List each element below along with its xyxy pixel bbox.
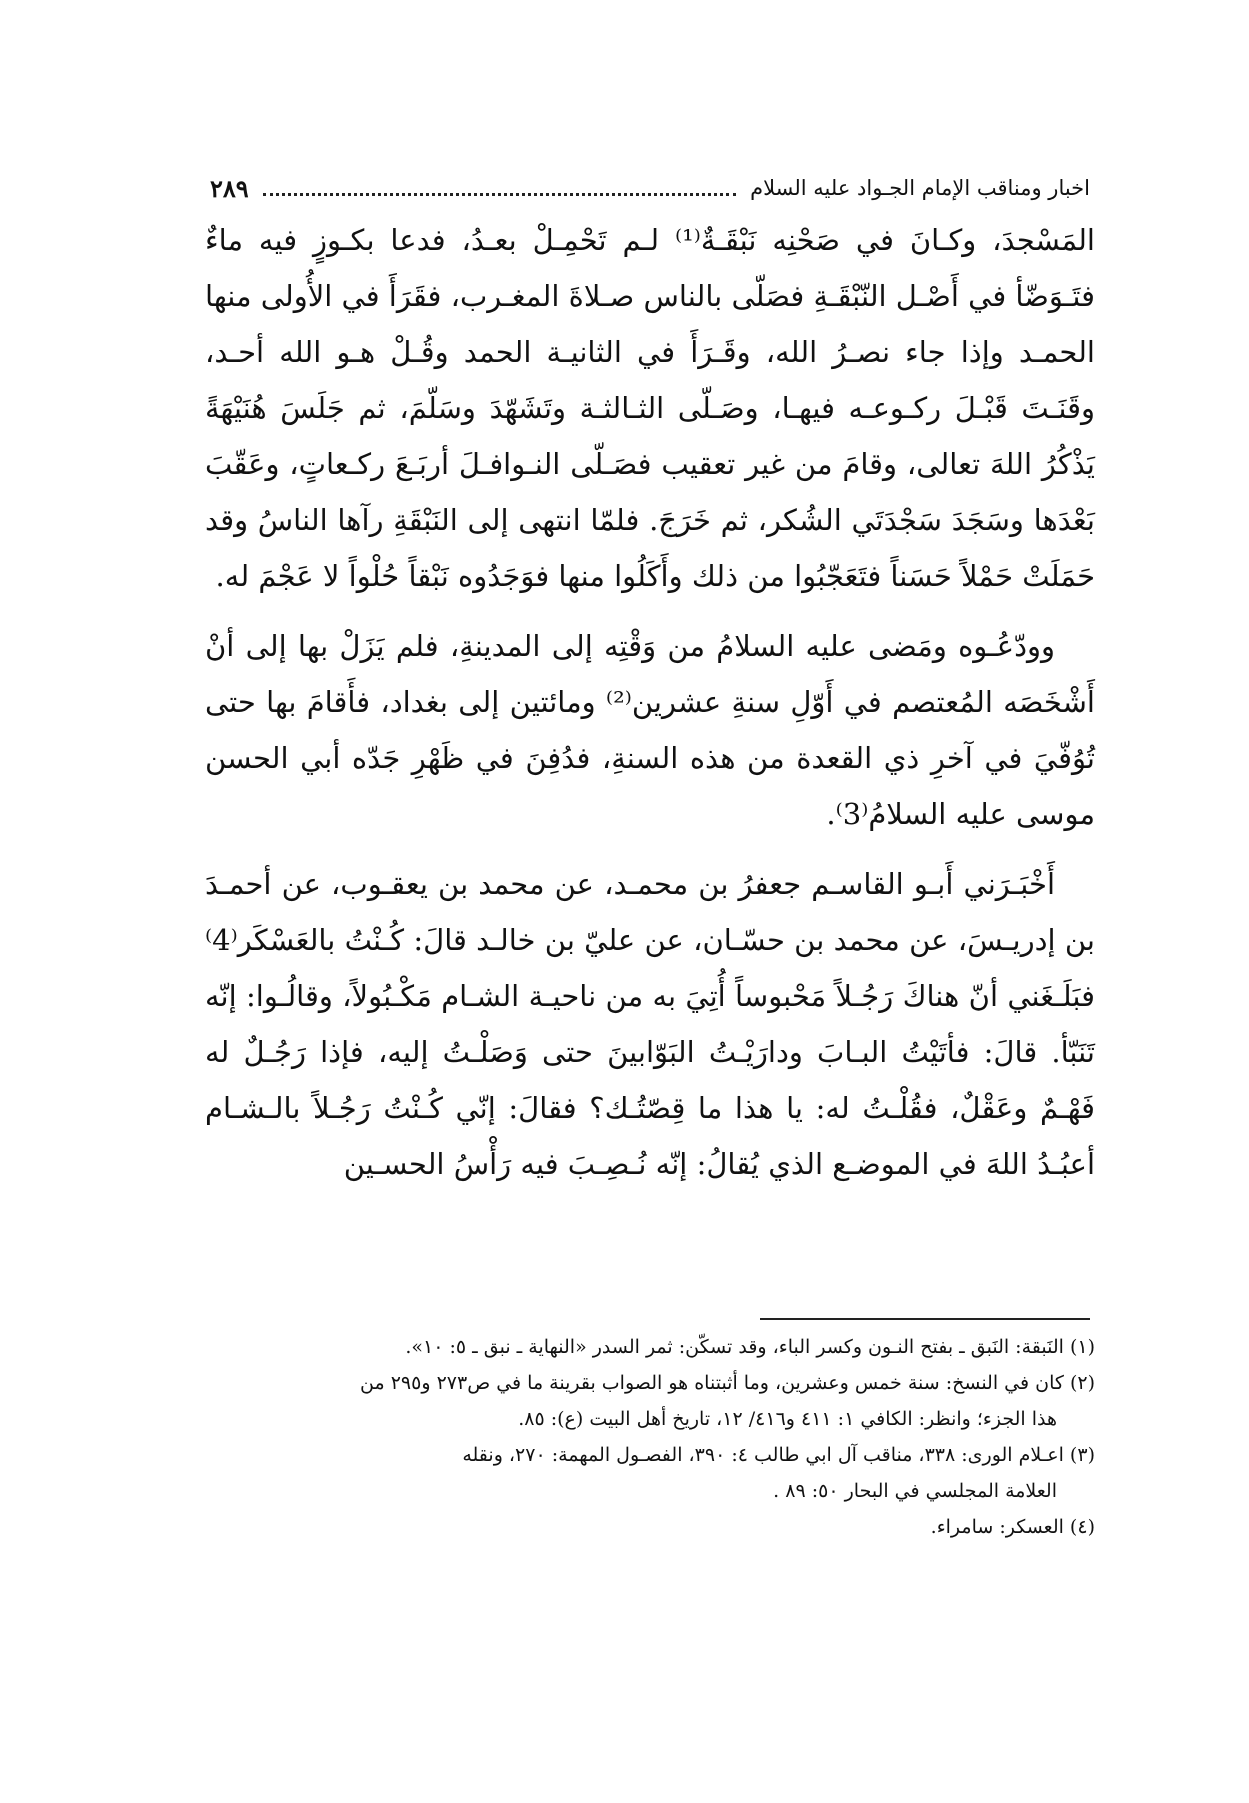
running-header — [210, 168, 1090, 208]
footnote-3-continuation: العلامة المجلسي في البحار ٥٠: ٨٩ . — [773, 1480, 1057, 1502]
footnote-separator — [760, 1318, 1090, 1320]
paragraph-2: وودّعُـوه ومَضى عليه السلامُ من وَقْتِه إلى المدينةِ، فلم يَزَلْ بها إلى أنْ أَشْخَصَه المُعتصم في أَوّلِ سنةِ عشرين⁽²⁾ ومائتين إلى بغداد، فأَقامَ بها حتى تُوُفّيَ في آخرِ ذي القعدة من هذه السنةِ، فدُفِنَ في ظَهْرِ جَدّه أبي الحسن موسى عليه السلامُ⁽3⁾. — [205, 629, 1095, 831]
footnote-2: (٢) كان في النسخ: سنة خمس وعشرين، وما أثبتناه هو الصواب بقرينة ما في ص٢٧٣ و٢٩٥ من — [360, 1372, 1095, 1394]
footnotes — [205, 1330, 1095, 1546]
footnote-2-continuation: هذا الجزء؛ وانظر: الكافي ١: ٤١١ و٤١٦/ ١٢، تاريخ أهل البيت (ع): ٨٥. — [518, 1408, 1057, 1430]
paragraph-3: أَخْبَـرَني أَبـو القاسـم جعفرُ بن محمـد، عن محمد بن يعقـوب، عن أحمـدَ بن إدريـسَ، عن محمد بن حسّـان، عن عليّ بن خالـد قالَ: كُـنْتُ بالعَسْكَر⁽4⁾ فبَلَـغَني أنّ هناكَ رَجُـلاً مَحْبوساً أُتِيَ به من ناحيـة الشـام مَكْـبُولاً، وقالُـوا: إنّه تَنَبّأ. قالَ: فأتَيْتُ البـابَ ودارَيْـتُ البَوّابينَ حتى وَصَلْـتُ إليه، فإذا رَجُـلٌ له فَهْـمٌ وعَقْلٌ، فقُلْـتُ له: يا هذا ما قِصّتُـك؟ فقالَ: إنّي كُـنْتُ رَجُـلاً بالـشـام أعبُـدُ اللهَ في الموضـع الذي يُقالُ: إنّه نُـصِـبَ فيه رَأْسُ الحسـين — [205, 867, 1095, 1181]
paragraph-1: المَسْجدَ، وكـانَ في صَحْنِه نَبْقَـةٌ⁽¹⁾ لـم تَحْمِـلْ بعـدُ، فدعا بكـوزٍ فيه ماءٌ فتَـوَضّأ في أَصْـل النّبْقَـةِ فصَلّى بالناس صـلاةَ المغـرب، فقَرَأَ في الأُولى منها الحمـد وإذا جاء نصـرُ الله، وقَـرَأَ في الثانيـة الحمد وقُـلْ هـو الله أحـد، وقَنَـتَ قَبْـلَ ركـوعـه فيهـا، وصَـلّى الثـالثـة وتَشَهّدَ وسَلّمَ، ثم جَلَسَ هُنَيْهَةً يَذْكُرُ اللهَ تعالى، وقامَ من غير تعقيب فصَـلّى النـوافـلَ أربَـعَ ركـعاتٍ، وعَقّبَ بَعْدَها وسَجَدَ سَجْدَتَي الشُكر، ثم خَرَجَ. فلمّا انتهى إلى النَبْقَةِ رآها الناسُ وقد حَمَلَتْ حَمْلاً حَسَناً فتَعَجّبُوا من ذلك وأَكَلُوا منها فوَجَدُوه نَبْقاً حُلْواً لا عَجْمَ له. — [205, 223, 1095, 593]
header-title: اخبار ومناقب الإمام الجـواد عليه السلام — [750, 176, 1090, 200]
page-number: ٢٨٩ — [210, 173, 249, 203]
footnote-4: (٤) العسكر: سامراء. — [930, 1516, 1095, 1538]
main-text — [205, 212, 1095, 1206]
footnote-1: (١) النَبقة: النَبق ـ بفتح النـون وكسر الباء، وقد تسكّن: ثمر السدر «النهاية ـ نبق ـ ٥: ١٠». — [405, 1336, 1095, 1358]
header-dot-leader — [263, 193, 736, 196]
footnote-3: (٣) اعـلام الورى: ٣٣٨، مناقب آل ابي طالب ٤: ٣٩٠، الفصـول المهمة: ٢٧٠، ونقله — [462, 1444, 1095, 1466]
